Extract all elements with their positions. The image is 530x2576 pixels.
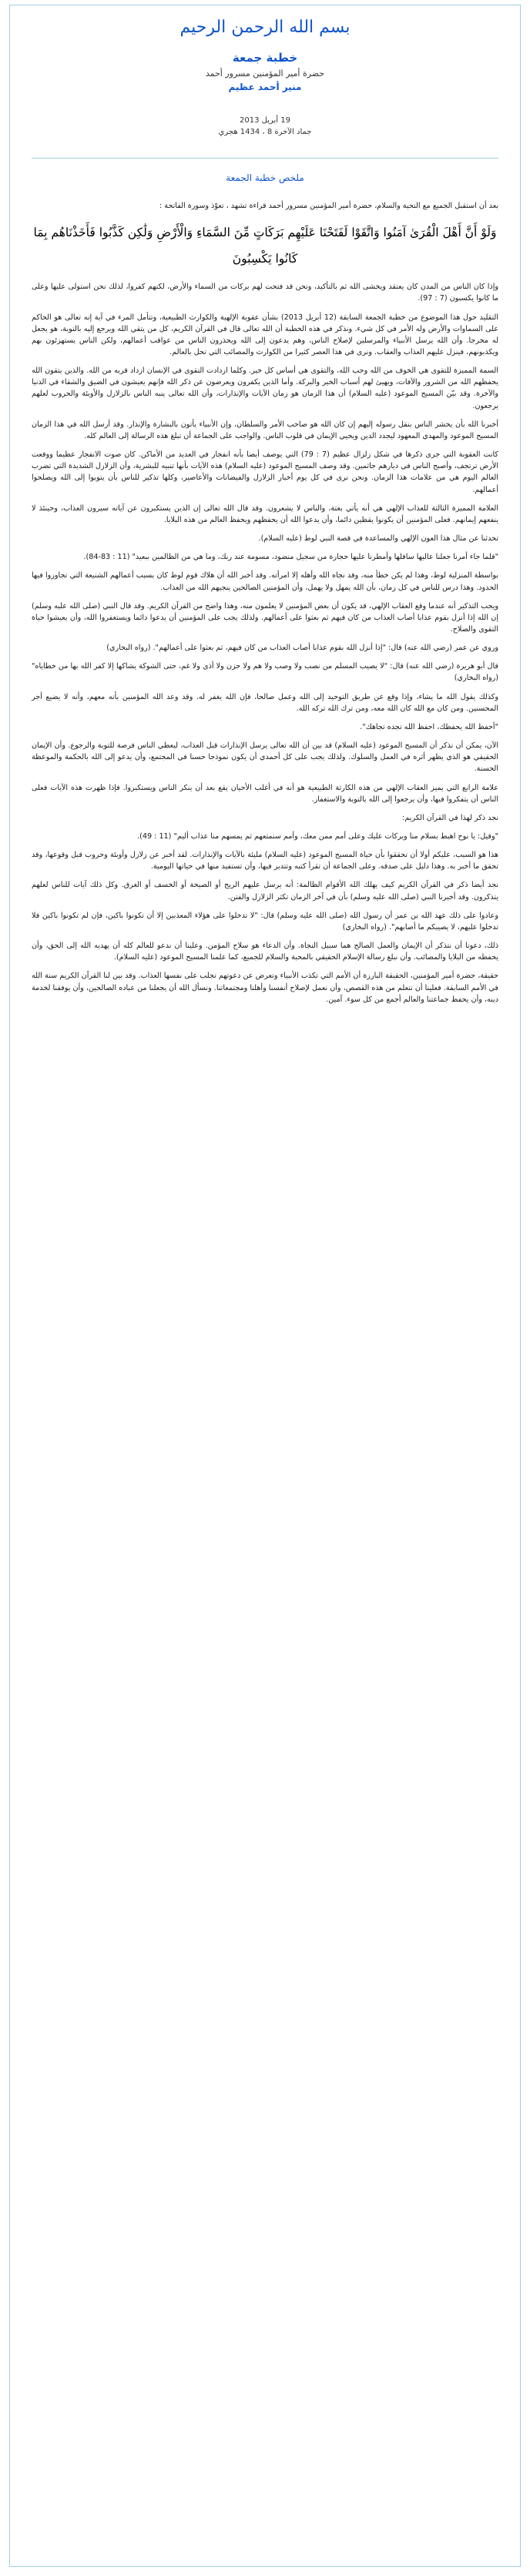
paragraph: نجد أيضا ذكر في القرآن الكريم كيف يهلك الله الأقوام الظالمة: أنه يرسل عليهم الريح أو الصيحة أو الخسف أو الغرق. وكل ذلك آيات للناس لعلهم يتذكرون. وقد أخبرنا النبي (صلى الله عليه وسلم) بأن في آخر الزمان تكثر الزلازل والفتن. [32,881,498,902]
paragraph: الآن، يمكن أن نذكر أن المسيح الموعود (عليه السلام) قد بين أن الله تعالى يرسل الإنذارات قبل العذاب، ليعطي الناس فرصة للتوبة والرجوع. وأن الإيمان الحقيقي هو الذي يظهر أثره في العمل والسلوك. ولذلك يجب على كل أحمدي أن يكون نموذجا حسنا في المجتمع، وأن يدعو إلى الله بالحكمة والموعظة الحسنة. [32,741,498,774]
paragraph: بعد أن استقبل الجميع مع التحية والسلام، حضرة أمير المؤمنين مسرور أحمد قراءة تشهد ، تعوّذ وسورة الفاتحة : [159,201,498,210]
sermon-title: خطبة جمعة [232,51,298,65]
basmala: بسم الله الرحمن الرحيم [179,18,351,37]
paragraph: تحدثنا عن مثال هذا العون الإلهي والمساعدة في قصة النبي لوط (عليه السلام). [258,534,498,544]
paragraph: بواسطة المنزلية لوط، وهذا لم يكن خطأ منه، وقد نجاه الله وأهله إلا امرأته. وقد أخبر الله أن هلاك قوم لوط كان بسبب أعمالهم الشنيعة التي تجاوزوا فيها الحدود. وهذا درس للناس في كل زمان، بأن الله يمهل ولا يهمل، وأن المؤمنين الصالحين ينجيهم الله من العذاب. [32,571,498,592]
paragraph: وروي عن عمر (رضي الله عنه) قال: "إذا أنزل الله بقوم عذابا أصاب العذاب من كان فيهم، ثم بعثوا على أعمالهم". (رواه البخاري) [106,644,498,653]
paragraph: "وقيل: يا نوح اهبط بسلام منا وبركات عليك وعلى أمم ممن معك، وأمم سنمتعهم ثم يمسهم منا عذاب أليم" (11 : 49). [137,832,498,841]
paragraph: وعادوا على ذلك عهد الله بن عمر أن رسول الله (صلى الله عليه وسلم) قال: "لا تدخلوا على هؤلاء المعذبين إلا أن تكونوا باكين، فإن لم تكونوا باكين فلا تدخلوا عليهم، لا يصيبكم ما أصابهم". (رواه البخاري) [32,911,498,932]
paragraph: علامة الرابع التي يميز العقاب الإلهي من هذه الكارثة الطبيعية هو أنه في أغلب الأحيان يقع بعد أن ينكر الناس ويستكبروا. فإذا ظهرت هذه الآيات فعلى الناس أن يتفكروا فيها، وأن يرجعوا إلى الله بالتوبة والاستغفار. [32,783,498,804]
paragraph: أخبرنا الله بأن يحشر الناس بنقل رسوله إليهم إن كان الله هو صاحب الأمر والسلطان، وإن الأنبياء يأتون بالبشارة والإنذار. وقد أرسل الله في هذا الزمان المسيح الموعود والمهدي المعهود ليجدد الدين ويحيي الإيمان في قلوب الناس. والواجب على الجماعة أن تبلغ هذه الرسالة إلى العالم كله. [32,420,498,440]
paragraph: حقيقة، حضرة أمير المؤمنين، الحقيقة البارزة أن الأمم التي تكذب الأنبياء وتعرض عن دعوتهم تجلب على نفسها العذاب. وقد بين لنا القرآن الكريم سنة الله في الأمم السابقة. فعلينا أن نتعلم من هذه القصص، وأن نعمل لإصلاح أنفسنا وأهلنا ومجتمعاتنا. ونسأل الله أن يجعلنا من عباده الصالحين، وأن يوفقنا لخدمة دينه، وأن يحفظ جماعتنا والعالم أجمع من كل سوء. آمين. [32,972,498,1004]
paragraph: ويجب التذكير أنه عندما وقع العقاب الإلهي، قد يكون أن بعض المؤمنين لا يعلمون منه، وهذا واضح من القرآن الكريم. وقد قال النبي (صلى الله عليه وسلم) إن الله إذا أنزل بقوم عذابا أصاب العذاب من كان فيهم ثم بعثوا على أعمالهم. ولذلك يجب على المؤمنين أن يدعوا دائما ويستغفروا الله، وأن يعيشوا حياة التقوى والصلاح. [32,601,498,634]
divider [32,158,498,159]
date-gregorian: 19 أبريل 2013 [240,115,290,125]
paragraph: "أحفظ الله يحفظك، احفظ الله تجده تجاهك". [360,722,498,731]
paragraph: ذلك، دعونا أن نتذكر أن الإيمان والعمل الصالح هما سبيل النجاة. وأن الدعاء هو سلاح المؤمن. وعلينا أن ندعو للعالم كله أن يهديه الله إلى الحق، وأن يحفظه من البلايا والمصائب. وأن نبلغ رسالة الإسلام الحقيقي بالمحبة والسلام للجميع، كما علمنا المسيح الموعود (عليه السلام). [32,942,498,962]
summary-title: ملخص خطبة الجمعة [226,172,304,183]
sermon-subtitle: حضرة أمير المؤمنين مسرور أحمد [205,69,325,79]
paragraph: السمة المميزة للتقوى هي الخوف من الله وحب الله، والتقوى هي أساس كل خير. وكلما ازدادت التقوى في الإنسان ازداد قربه من الله. والذين يتقون الله يحفظهم الله من الشرور والآفات، ويهيئ لهم أسباب الخير والبركة. وأما الذين يكفرون ويعرضون عن ذكر الله فإنهم يعيشون في الضيق والشقاء في الدنيا والآخرة. وقد بيّن المسيح الموعود (عليه السلام) أن هذا الزمان هو زمان الآيات والإنذارات، وأن الله تعالى ينبه الناس بالزلازل والأوبئة والحروب لعلهم يرجعون. [32,366,498,410]
paragraph: العلامة المميزة الثالثة للعذاب الإلهي هي أنه يأتي بغتة، والناس لا يشعرون. وقد قال الله تعالى إن الذين يستكبرون عن آياته سيرون العذاب، وحينئذ لا ينفعهم إيمانهم. فعلى المؤمنين أن يكونوا يقظين دائما، وأن يدعوا الله أن يحفظهم ويحفظ العالم من هذه البلايا. [32,503,498,524]
paragraph: كانت العقوبة التي جرى ذكرها في شكل زلزال عظيم (7 : 79) التي يوصف أيضا بأنه انفجار في العديد من الأماكن. كان صوت الانفجار عظيما ووقعت الأرض ترتجف، وأصبح الناس في ديارهم جاثمين. وقد وصف المسيح الموعود (عليه السلام) هذه الآيات بأنها تنبيه للبشرية، وأن الزلازل الشديدة التي تضرب العالم اليوم هي من علامات هذا الزمان. ونحن نرى في كل يوم أخبار الزلازل والفيضانات والأعاصير، وكلها تذكير للناس بأن يتوبوا إلى الله ويصلحوا أعمالهم. [32,450,498,494]
author-name: منير أحمد عظيم [228,82,302,93]
date-block [32,115,498,138]
sermon-page [9,5,521,2567]
header-block [32,49,498,95]
paragraph: وإذا كان الناس من المدن كان يعتقد ويخشى الله ثم بالتأكيد، ونحن قد فتحت لهم بركات من السماء والأرض، لكنهم كفروا، لذلك نحن استولى عليها وعلى ما كانوا يكسبون (7 : 97). [32,283,498,303]
paragraph: وكذلك يقول الله ما يشاء، وإذا وقع عن طريق التوحيد إلى الله وعمل صالحا، فإن الله يغفر له. وقد وعد الله المؤمنين بأنه معهم، وأنه لا يضيع أجر المحسنين. ومن كان مع الله كان الله معه، ومن ترك الله تركه الله. [32,692,498,713]
paragraph: التقليد حول هذا الموضوع من خطبة الجمعة السابقة (12 أبريل 2013) بشأن عقوبة الإلهية والكوارث الطبيعية، وتتأمل المرء في آية إنه تعالى هو الحاكم على السماوات والأرض وله الأمر في كل شيء. ونذكر في هذه الخطبة أن الله تعالى قال في القرآن الكريم، كل من يتقي الله ويرجع إليه بالتوبة، هو يجعل له مخرجا. وأن الله يرسل الأنبياء والمرسلين لإصلاح الناس، وهم يدعون إلى الله ويحذرون الناس من عواقب أعمالهم، ولكن الناس يستهزئون بهم ويكذبونهم، فينزل عليهم العذاب والعقاب. ونرى في هذا العصر كثيرا من الكوارث والمصائب التي تحل بالعالم. [32,313,498,357]
quran-verse: وَلَوْ أَنَّ أَهْلَ الْقُرَىٰ آمَنُوا وَاتَّقَوْا لَفَتَحْنَا عَلَيْهِم بَرَكَاتٍ مِّنَ السَّمَاءِ وَالْأَرْضِ وَلَٰكِن كَذَّبُوا فَأَخَذْنَاهُم بِمَا كَانُوا يَكْسِبُونَ [33,226,497,266]
paragraph: هذا هو السبب، عليكم أولا أن تحققوا بأن حياة المسيح الموعود (عليه السلام) مليئة بالآيات والإنذارات. لقد أخبر عن زلازل وأوبئة وحروب قبل وقوعها، وقد تحقق ما أخبر به. وهذا دليل على صدقه. وعلى الجماعة أن تقرأ كتبه وتتدبر فيها، وأن تستفيد منها في حياتها اليومية. [32,851,498,871]
date-hijri: جماد الآخرة 8 ، 1434 هجري [218,127,312,136]
paragraph: قال أبو هريرة (رضي الله عنه) قال: "لا يصيب المسلم من نصب ولا وصب ولا هم ولا حزن ولا أذى ولا غم، حتى الشوكة يشاكها إلا كفر الله بها من خطاياه" (رواه البخاري) [32,662,498,683]
paragraph: نجد ذكر لهذا في القرآن الكريم: [402,813,498,822]
paragraph: "فلما جاء أمرنا جعلنا عاليها سافلها وأمطرنا عليها حجارة من سجيل منضود، مسومة عند ربك، وما هي من الظالمين ببعيد" (11 : 83-84). [83,553,498,562]
